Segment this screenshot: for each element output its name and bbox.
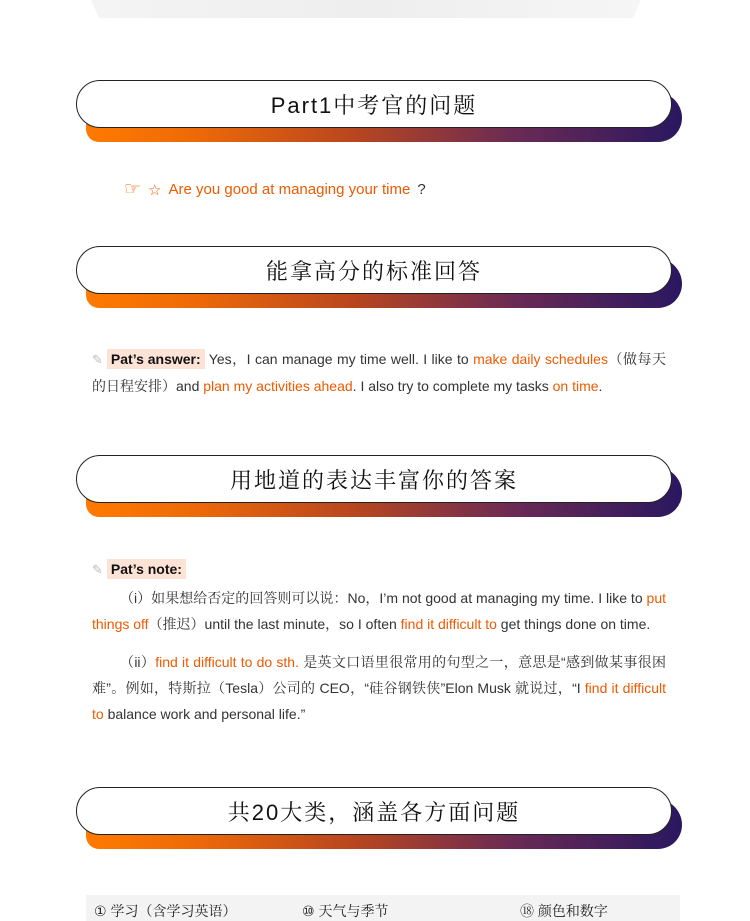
model-answer-paragraph: ✎ Pat’s answer: Yes，I can manage my time well. I like to make daily schedules（做每天的日程安排）and plan my activities ahead. I also try to complete my tasks on time. bbox=[92, 351, 667, 394]
note-paragraph-2: （ii）find it difficult to do sth. 是英文口语里很常用的句型之一，意思是“感到做某事很困难”。例如，特斯拉（Tesla）公司的 CEO，“硅谷钢铁侠”Elon Musk 就说过，“I find it difficult to balance work and personal life.” bbox=[92, 654, 666, 722]
section-banner-examiner-questions bbox=[76, 80, 682, 142]
note-paragraph-1: （i）如果想给否定的回答则可以说：No，I’m not good at managing my time. I like to put things off（推迟）until the last minute，so I often find it difficult to get things done on time. bbox=[92, 590, 666, 632]
note-header bbox=[92, 556, 666, 583]
highlight-phrase: find it difficult to bbox=[400, 616, 497, 632]
question-text: Are you good at managing your time bbox=[168, 181, 411, 198]
pen-icon: ✎ bbox=[92, 562, 103, 577]
banner-title: 共20大类，涵盖各方面问题 bbox=[76, 787, 672, 835]
section-banner-model-answer bbox=[76, 246, 682, 308]
note-block bbox=[92, 556, 666, 727]
highlight-phrase: plan my activities ahead bbox=[203, 378, 353, 394]
top-decorative-card bbox=[82, 0, 650, 18]
category-item: ① 学习（含学习英语） bbox=[94, 903, 237, 919]
highlight-phrase: make daily schedules bbox=[473, 351, 608, 367]
highlight-phrase: on time bbox=[552, 378, 599, 394]
section-banner-categories bbox=[76, 787, 682, 849]
highlight-phrase: find it difficult to bbox=[92, 680, 666, 722]
examiner-question bbox=[124, 178, 426, 201]
star-icon: ☆ bbox=[148, 181, 162, 199]
banner-title: Part1中考官的问题 bbox=[76, 80, 672, 128]
section-banner-expressions bbox=[76, 455, 682, 517]
banner-title: 用地道的表达丰富你的答案 bbox=[76, 455, 672, 503]
highlight-phrase: find it difficult to do sth. bbox=[155, 654, 299, 670]
highlight-phrase: put things off bbox=[92, 590, 666, 632]
banner-title: 能拿高分的标准回答 bbox=[76, 246, 672, 294]
note-tag: Pat’s note: bbox=[107, 559, 186, 579]
answer-tag: Pat’s answer: bbox=[107, 349, 205, 369]
category-item: ⑱ 颜色和数字 bbox=[520, 903, 608, 919]
category-item: ⑩ 天气与季节 bbox=[302, 903, 389, 919]
category-list bbox=[86, 895, 680, 921]
question-mark: ? bbox=[417, 181, 426, 198]
pointing-hand-icon: ☞ bbox=[124, 179, 142, 200]
pen-icon: ✎ bbox=[92, 352, 103, 367]
